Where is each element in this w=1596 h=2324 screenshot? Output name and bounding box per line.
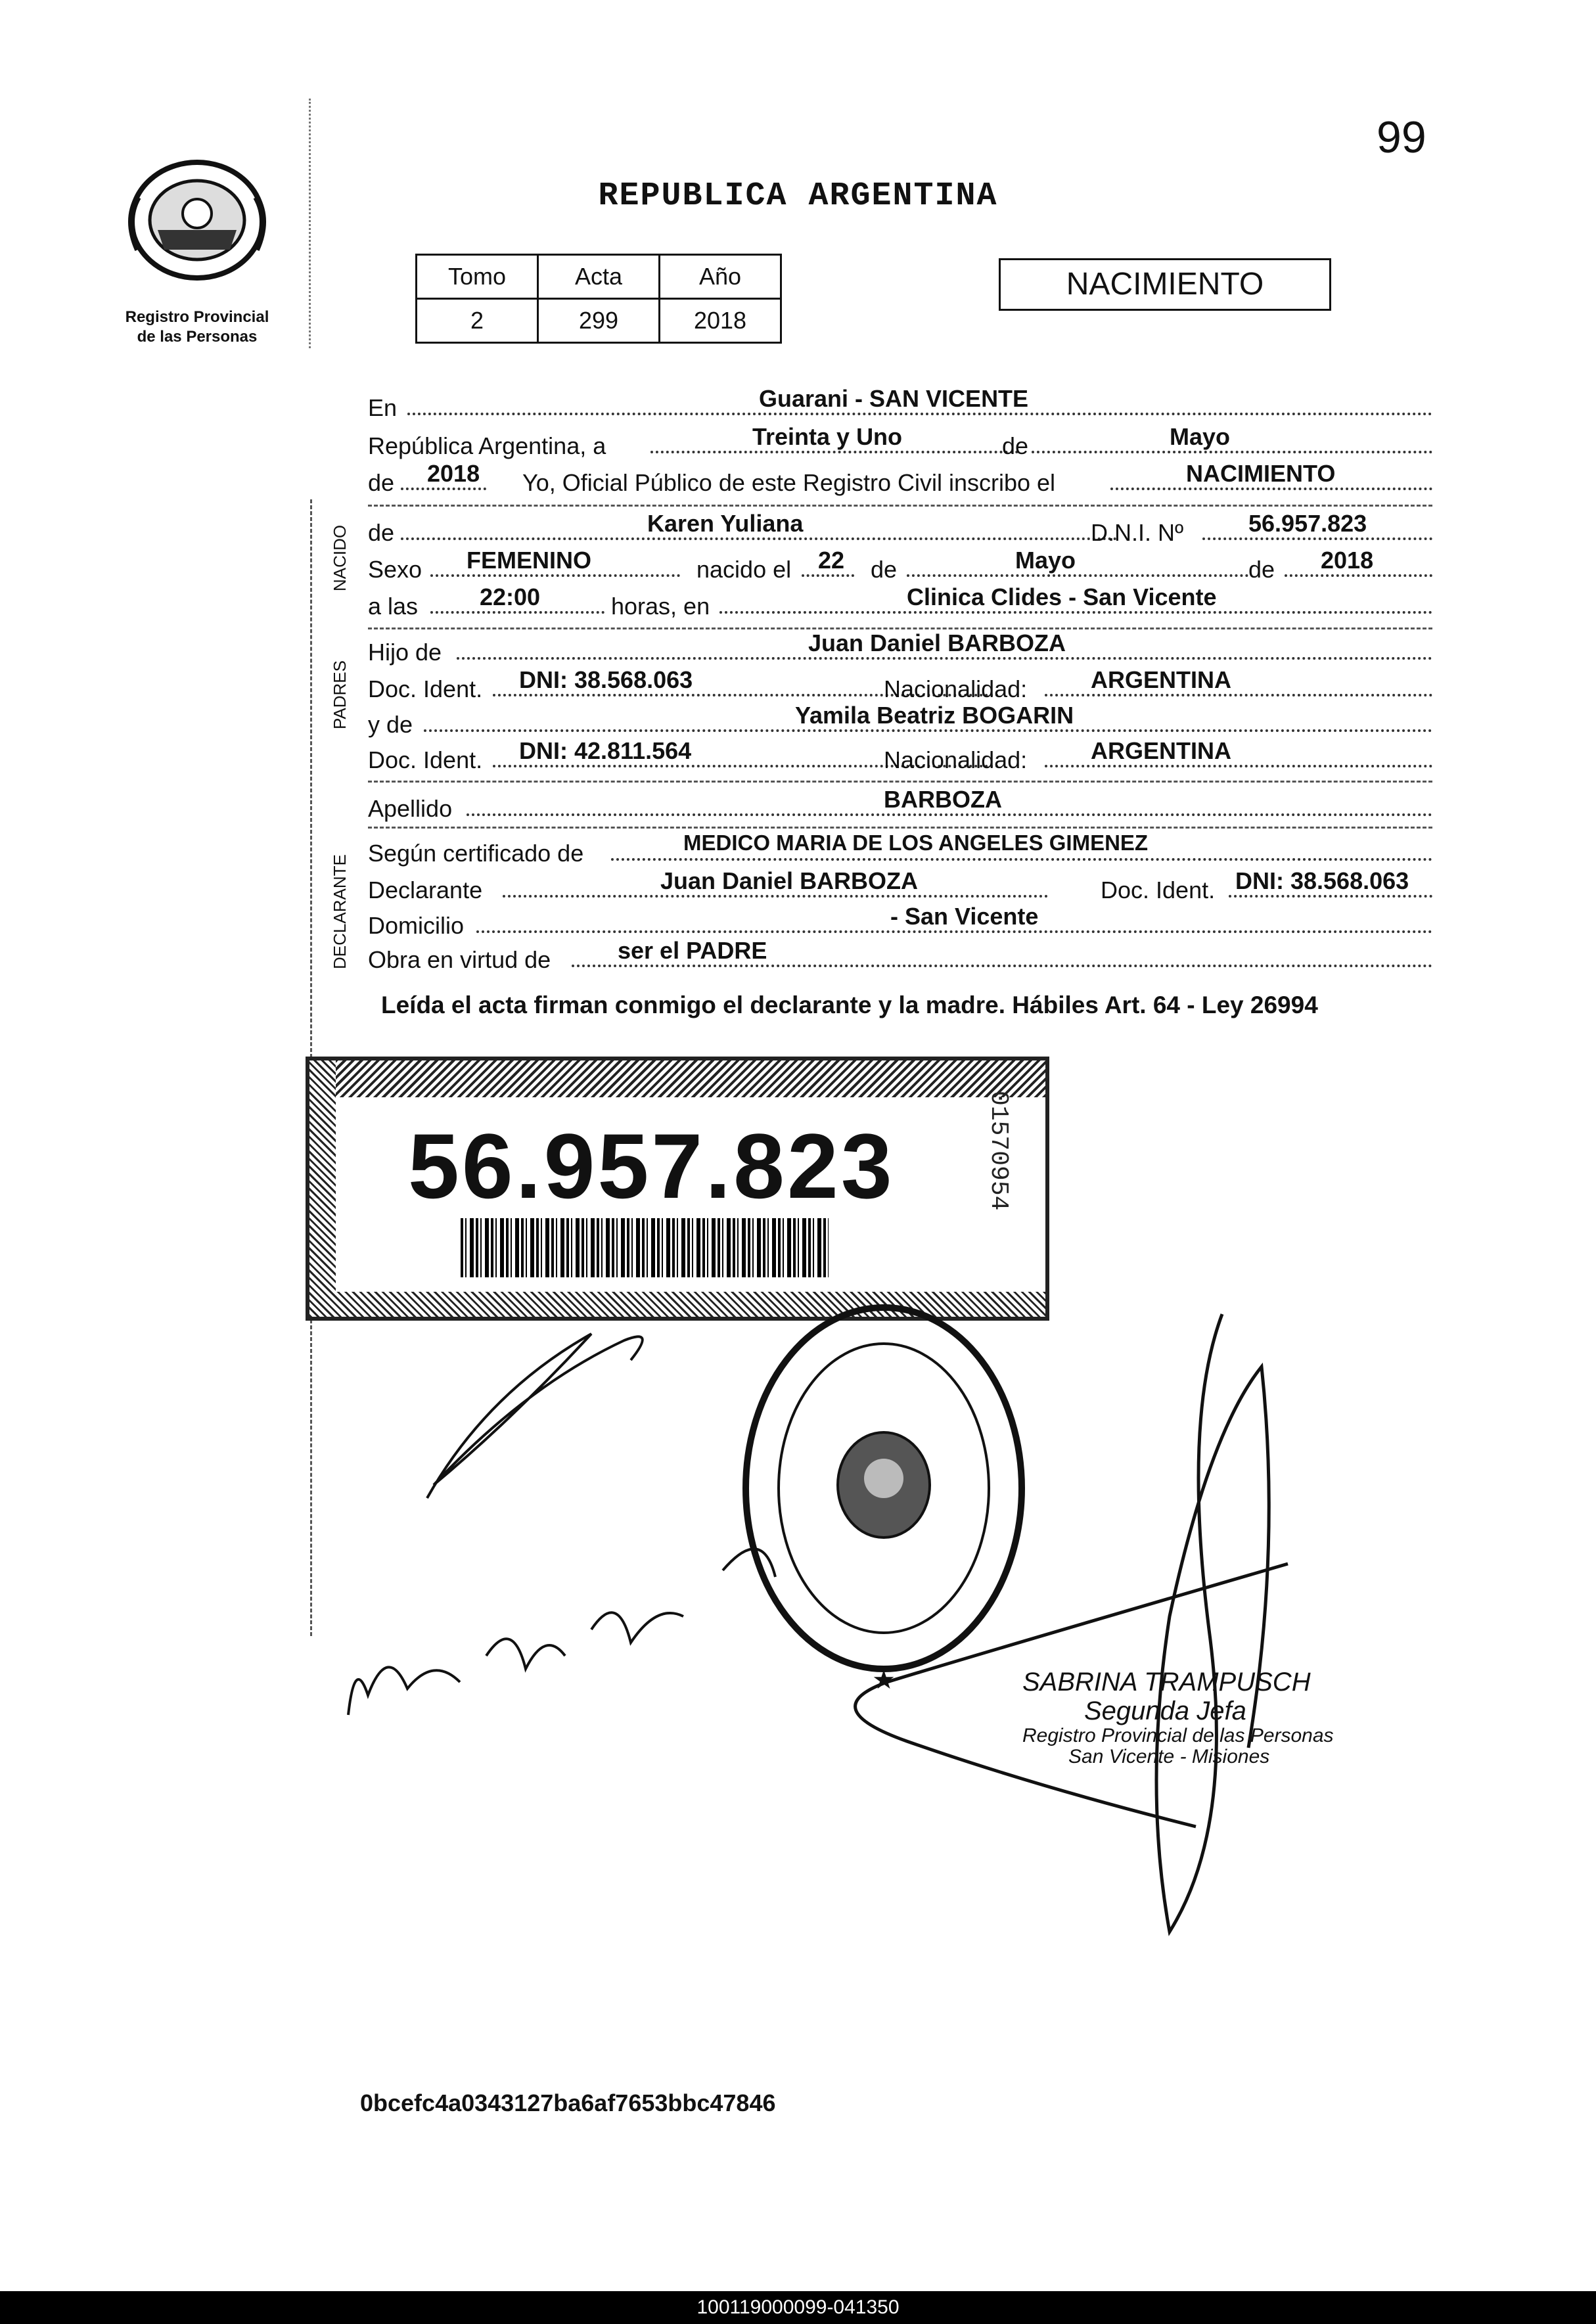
row-obra	[368, 937, 1432, 975]
a-las-label: a las	[368, 593, 419, 620]
label-serial	[979, 1084, 1018, 1235]
guilloche-border	[309, 1060, 1045, 1097]
nac-mes-value: Mayo	[1015, 547, 1076, 574]
nacionalidad-label: Nacionalidad:	[884, 675, 1028, 702]
apellido-label: Apellido	[368, 795, 453, 822]
section-divider	[368, 505, 1432, 507]
top-margin-line	[309, 99, 311, 348]
officer-place: San Vicente - Misiones	[1068, 1746, 1270, 1767]
acta-header: Acta	[538, 255, 660, 299]
apellido-value: BARBOZA	[884, 786, 1002, 813]
row-apellido	[368, 786, 1432, 824]
dotted-line	[1045, 765, 1432, 767]
de-label: de	[871, 556, 898, 583]
de-label: de	[1002, 432, 1029, 459]
padre-doc-value: DNI: 38.568.063	[519, 666, 693, 693]
y-de-label: y de	[368, 711, 413, 738]
madre-doc-value: DNI: 42.811.564	[519, 737, 692, 764]
page-number: 99	[1377, 112, 1426, 162]
guilloche-border	[309, 1060, 336, 1317]
dotted-line	[1285, 574, 1432, 577]
dni-value: 56.957.823	[1248, 510, 1367, 537]
inscribo-label: Yo, Oficial Público de este Registro Civil inscribo el	[522, 469, 1056, 496]
officer-name: SABRINA TRAMPUSCH	[1022, 1668, 1311, 1697]
dotted-line	[476, 930, 1432, 933]
row-inscripcion	[368, 460, 1432, 498]
dotted-line	[430, 574, 680, 577]
side-label-nacido: NACIDO	[330, 524, 350, 591]
dotted-line	[430, 611, 604, 614]
sexo-value: FEMENINO	[467, 547, 592, 574]
row-domicilio	[368, 903, 1432, 941]
barcode	[461, 1218, 829, 1277]
lugar-nacimiento-value: Clinica Clides - San Vicente	[907, 583, 1217, 610]
dotted-line	[457, 657, 1432, 660]
dotted-line	[1110, 488, 1432, 490]
record-table	[415, 254, 782, 344]
dotted-line	[467, 813, 1432, 816]
en-label: En	[368, 394, 398, 421]
row-nombre	[368, 510, 1432, 548]
row-fecha	[368, 423, 1432, 461]
document-hash: 0bcefc4a0343127ba6af7653bbc47846	[360, 2089, 776, 2116]
de-label: de	[1248, 556, 1275, 583]
tomo-value: 2	[417, 299, 538, 343]
doc-ident-label: Doc. Ident.	[1101, 877, 1216, 903]
obra-label: Obra en virtud de	[368, 946, 551, 973]
section-divider	[368, 781, 1432, 783]
registry-seal-icon	[746, 1308, 1022, 1695]
hijo-de-label: Hijo de	[368, 639, 442, 666]
republica-label: República Argentina, a	[368, 432, 606, 459]
tipo-value: NACIMIENTO	[1186, 460, 1336, 487]
dotted-line	[407, 413, 1432, 415]
domicilio-label: Domicilio	[368, 912, 465, 939]
closing-statement: Leída el acta firman conmigo el declarante y la madre. Hábiles Art. 64 - Ley 26994	[381, 991, 1318, 1018]
row-sexo	[368, 547, 1432, 585]
row-certificado	[368, 831, 1432, 869]
footer-code: 100119000099-041350	[0, 2291, 1596, 2324]
hora-value: 22:00	[480, 583, 541, 610]
obra-value: ser el PADRE	[618, 937, 767, 964]
padre-value: Juan Daniel BARBOZA	[808, 629, 1066, 656]
row-madre	[368, 702, 1432, 740]
side-label-padres: PADRES	[330, 660, 350, 729]
nacionalidad-label: Nacionalidad:	[884, 746, 1028, 773]
dotted-line	[1032, 451, 1432, 453]
section-divider	[368, 827, 1432, 829]
anio-value: 2018	[427, 460, 480, 487]
dotted-line	[719, 611, 1432, 614]
mes-value: Mayo	[1170, 423, 1231, 450]
de-label: de	[368, 469, 395, 496]
madre-nacionalidad-value: ARGENTINA	[1091, 737, 1231, 764]
officer-signature-icon	[1156, 1314, 1269, 1932]
officer-role: Segunda Jefa	[1084, 1697, 1246, 1725]
dotted-line	[1202, 537, 1432, 540]
officer-stamp	[1022, 1668, 1334, 1767]
dotted-line	[1045, 694, 1432, 696]
label-serial-text: 01570954	[984, 1091, 1013, 1211]
row-lugar	[368, 385, 1432, 423]
label-dni-number: 56.957.823	[408, 1114, 895, 1218]
anio-value: 2018	[660, 299, 781, 343]
father-signature-icon	[427, 1334, 643, 1498]
sexo-label: Sexo	[368, 556, 422, 583]
page-title: REPUBLICA ARGENTINA	[598, 177, 998, 215]
row-hora	[368, 583, 1432, 622]
officer-org: Registro Provincial de las Personas	[1022, 1725, 1334, 1746]
domicilio-value: - San Vicente	[890, 903, 1039, 930]
dotted-line	[424, 729, 1432, 732]
dotted-line	[572, 965, 1432, 967]
lugar-value: Guarani - SAN VICENTE	[759, 385, 1029, 412]
logo-caption	[105, 308, 289, 347]
padre-nacionalidad-value: ARGENTINA	[1091, 666, 1231, 693]
dotted-line	[907, 574, 1248, 577]
declarante-label: Declarante	[368, 877, 483, 903]
nac-dia-value: 22	[818, 547, 845, 574]
nombre-value: Karen Yuliana	[647, 510, 804, 537]
declarante-doc-value: DNI: 38.568.063	[1235, 867, 1409, 894]
dotted-line	[401, 537, 1117, 540]
logo-caption-line1: Registro Provincial	[125, 308, 269, 326]
madre-value: Yamila Beatriz BOGARIN	[795, 702, 1074, 729]
certificado-value: MEDICO MARIA DE LOS ANGELES GIMENEZ	[683, 831, 1149, 855]
doc-ident-label: Doc. Ident.	[368, 746, 483, 773]
dotted-line	[650, 451, 1018, 453]
dotted-line	[503, 895, 1048, 898]
tomo-header: Tomo	[417, 255, 538, 299]
dotted-line	[1229, 895, 1432, 898]
logo-caption-line2: de las Personas	[137, 328, 258, 346]
side-label-declarante: DECLARANTE	[330, 854, 350, 969]
dotted-line	[611, 858, 1432, 861]
certificado-label: Según certificado de	[368, 840, 584, 867]
dni-label-sticker	[306, 1057, 1049, 1321]
dia-value: Treinta y Uno	[752, 423, 903, 450]
dni-label: D.N.I. Nº	[1091, 519, 1184, 546]
doc-ident-label: Doc. Ident.	[368, 675, 483, 702]
province-logo	[118, 158, 276, 283]
nacido-label: nacido el	[696, 556, 792, 583]
nac-anio-value: 2018	[1321, 547, 1374, 574]
acta-value: 299	[538, 299, 660, 343]
row-madre-doc	[368, 737, 1432, 775]
signatures-and-seal	[315, 1288, 1340, 1958]
dotted-line	[401, 488, 486, 490]
mother-signature-icon	[348, 1549, 775, 1715]
row-declarante	[368, 867, 1432, 905]
horas-en-label: horas, en	[611, 593, 710, 620]
anio-header: Año	[660, 255, 781, 299]
record-type-box: NACIMIENTO	[999, 258, 1331, 311]
declarante-value: Juan Daniel BARBOZA	[660, 867, 919, 894]
row-padre	[368, 629, 1432, 668]
svg-text:★: ★	[872, 1666, 896, 1695]
row-padre-doc	[368, 666, 1432, 704]
de-label: de	[368, 519, 395, 546]
dotted-line	[802, 574, 854, 577]
